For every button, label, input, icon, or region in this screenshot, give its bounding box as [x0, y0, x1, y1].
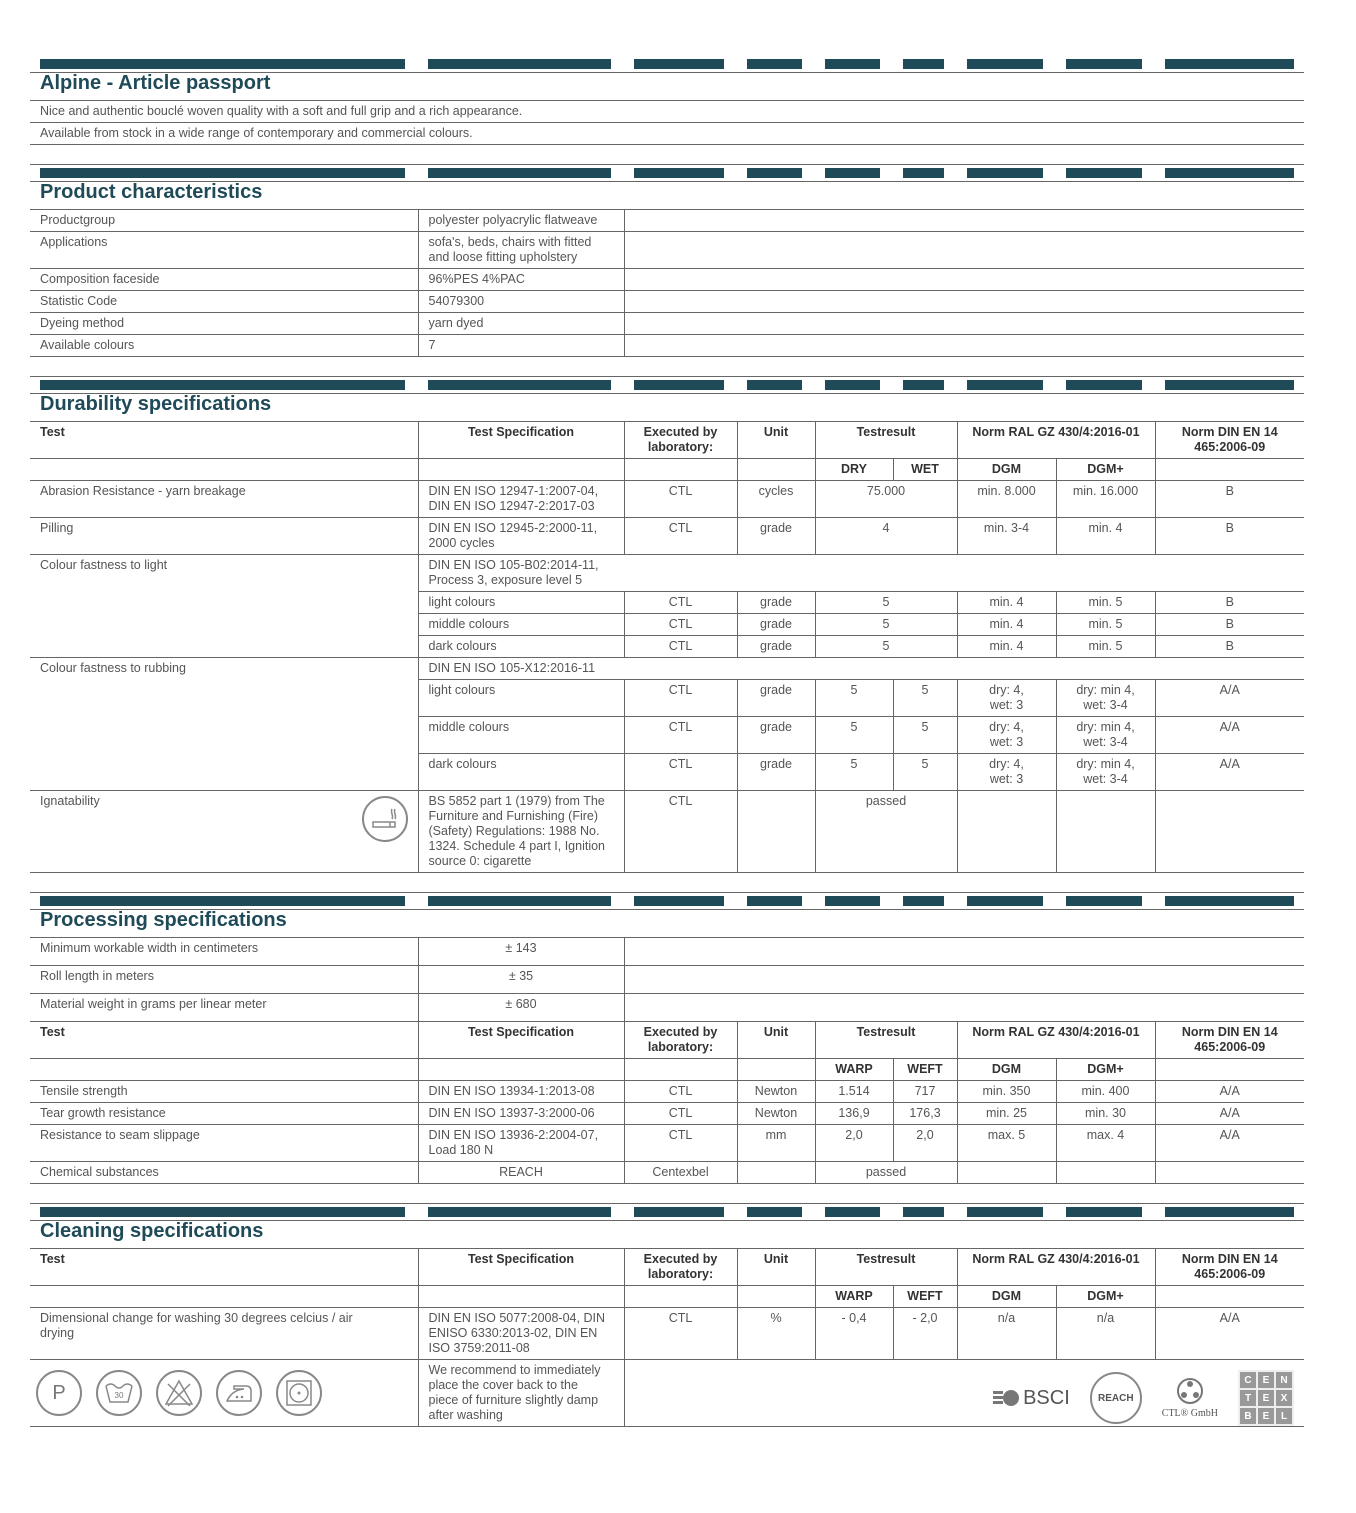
passport-line-1: Nice and authentic bouclé woven quality with a soft and full grip and a rich appearance. [30, 101, 1304, 123]
product-row: Composition faceside 96%PES 4%PAC [30, 269, 1304, 291]
svg-text:30: 30 [114, 1391, 124, 1400]
cleaning-subheader: WARP WEFT DGM DGM+ [30, 1286, 1304, 1308]
care-symbols [30, 1360, 418, 1422]
table-row: Roll length in meters ± 35 [30, 966, 1304, 994]
table-row: Ignatability BS 5852 part 1 (1979) from The Furniture and Furnishing (Fire) (Safety) Regulations: 1988 No. 1324. Schedule 4 part I, Ignition source 0: cigarette CTL passed [30, 791, 1304, 873]
table-row: Resistance to seam slippage DIN EN ISO 13936-2:2004-07, Load 180 N CTL mm 2,0 2,0 max. 5 max. 4 A/A [30, 1125, 1304, 1162]
care-row [30, 1360, 1304, 1427]
table-row: dark colours CTL grade 5 min. 4 min. 5 B [30, 636, 1304, 658]
section-bar [30, 893, 1304, 910]
passport-sheet [30, 56, 1304, 1427]
no-bleach-icon [156, 1370, 202, 1416]
product-title: Product characteristics [30, 182, 1304, 210]
tumble-dry-icon [276, 1370, 322, 1416]
processing-header: Test Test Specification Executed by laboratory: Unit Testresult Norm RAL GZ 430/4:2016-01 Norm DIN EN 14 465:2006-09 [30, 1022, 1304, 1059]
spec-table [30, 56, 1304, 1427]
table-row: Colour fastness to rubbing DIN EN ISO 105-X12:2016-11 [30, 658, 1304, 680]
durability-subheader: DRY WET DGM DGM+ [30, 459, 1304, 481]
table-row: middle colours CTL grade 5 5 dry: 4, wet: 3 dry: min 4, wet: 3-4 A/A [30, 717, 1304, 754]
section-bar [30, 165, 1304, 182]
passport-title: Alpine - Article passport [30, 73, 1304, 101]
table-row: Pilling DIN EN ISO 12945-2:2000-11, 2000 cycles CTL grade 4 min. 3-4 min. 4 B [30, 518, 1304, 555]
section-bar [30, 1204, 1304, 1221]
product-row: Productgroup polyester polyacrylic flatweave [30, 210, 1304, 232]
centexbel-logo: C E N T E X B E L [1238, 1370, 1294, 1426]
product-row: Statistic Code 54079300 [30, 291, 1304, 313]
table-row: Tear growth resistance DIN EN ISO 13937-3:2000-06 CTL Newton 136,9 176,3 min. 25 min. 30 A/A [30, 1103, 1304, 1125]
section-bar [30, 377, 1304, 394]
certification-logos [625, 1360, 1305, 1426]
product-row: Dyeing method yarn dyed [30, 313, 1304, 335]
product-row: Available colours 7 [30, 335, 1304, 357]
table-row: Chemical substances REACH Centexbel passed [30, 1162, 1304, 1184]
wash-30-icon [96, 1370, 142, 1416]
cigarette-icon [362, 796, 408, 842]
durability-header: Test Test Specification Executed by laboratory: Unit Testresult Norm RAL GZ 430/4:2016-01 Norm DIN EN 14 465:2006-09 [30, 422, 1304, 459]
table-row: Minimum workable width in centimeters ± 143 [30, 938, 1304, 966]
processing-subheader: WARP WEFT DGM DGM+ [30, 1059, 1304, 1081]
table-row: light colours CTL grade 5 5 dry: 4, wet: 3 dry: min 4, wet: 3-4 A/A [30, 680, 1304, 717]
passport-line-2: Available from stock in a wide range of contemporary and commercial colours. [30, 123, 1304, 145]
table-row: Tensile strength DIN EN ISO 13934-1:2013-08 CTL Newton 1.514 717 min. 350 min. 400 A/A [30, 1081, 1304, 1103]
cleaning-header: Test Test Specification Executed by laboratory: Unit Testresult Norm RAL GZ 430/4:2016-01 Norm DIN EN 14 465:2006-09 [30, 1249, 1304, 1286]
durability-title: Durability specifications [30, 394, 1304, 422]
bsci-logo: BSCI [993, 1387, 1070, 1409]
washing-recommendation: We recommend to immediately place the cover back to the piece of furniture slightly damp after washing [418, 1360, 624, 1427]
product-row: Applications sofa's, beds, chairs with fitted and loose fitting upholstery [30, 232, 1304, 269]
table-row: Dimensional change for washing 30 degrees celcius / air drying DIN EN ISO 5077:2008-04, DIN ENISO 6330:2013-02, DIN EN ISO 3759:2011-08 CTL % - 0,4 - 2,0 n/a n/a A/A [30, 1308, 1304, 1360]
processing-title: Processing specifications [30, 910, 1304, 938]
table-row: Colour fastness to light DIN EN ISO 105-B02:2014-11, Process 3, exposure level 5 [30, 555, 1304, 592]
table-row: Material weight in grams per linear meter ± 680 [30, 994, 1304, 1022]
cleaning-title: Cleaning specifications [30, 1221, 1304, 1249]
iron-icon [216, 1370, 262, 1416]
dry-clean-p-icon: P [36, 1370, 82, 1416]
table-row: light colours CTL grade 5 min. 4 min. 5 B [30, 592, 1304, 614]
ctl-logo: CTL® GmbH [1162, 1376, 1218, 1421]
table-row: dark colours CTL grade 5 5 dry: 4, wet: 3 dry: min 4, wet: 3-4 A/A [30, 754, 1304, 791]
table-row: Abrasion Resistance - yarn breakage DIN EN ISO 12947-1:2007-04, DIN EN ISO 12947-2:2017-03 CTL cycles 75.000 min. 8.000 min. 16.000 B [30, 481, 1304, 518]
table-row: middle colours CTL grade 5 min. 4 min. 5 B [30, 614, 1304, 636]
reach-logo: REACH [1090, 1372, 1142, 1424]
ignitability-label: Ignatability [40, 794, 100, 808]
section-bar [30, 56, 1304, 73]
